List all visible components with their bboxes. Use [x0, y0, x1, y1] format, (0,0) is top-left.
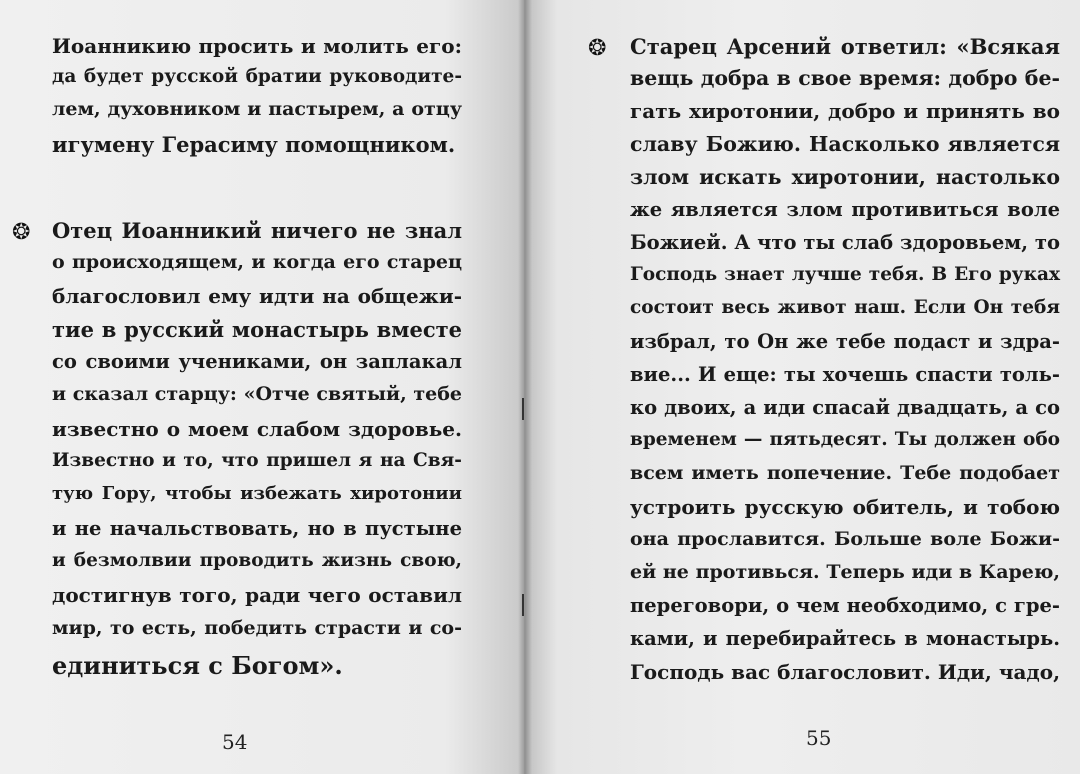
text-line: Иоанникию просить и молить его:	[52, 34, 462, 58]
page-number: 55	[806, 726, 832, 750]
left-page	[0, 0, 524, 774]
text-line: о происходящем, и когда его старец	[52, 251, 462, 273]
text-line: ей не противься. Теперь иди в Карею,	[630, 561, 1060, 583]
text-line: Старец Арсений ответил: «Всякая	[630, 34, 1060, 59]
text-line: вие... И еще: ты хочешь спасти толь-	[630, 363, 1060, 386]
text-line: лем, духовником и пастырем, а отцу	[52, 98, 462, 120]
text-line: всем иметь попечение. Тебе подобает	[630, 462, 1060, 484]
text-line: и сказал старцу: «Отче святый, тебе	[52, 383, 462, 405]
text-line: тую Гору, чтобы избежать хиротонии	[52, 483, 462, 504]
text-line: ками, и перебирайтесь в монастырь.	[630, 627, 1060, 650]
text-line: со своими учениками, он заплакал	[52, 350, 462, 373]
text-line: известно о моем слабом здоровье.	[52, 417, 462, 441]
text-line: она прославится. Больше воле Божи-	[630, 528, 1060, 550]
text-line: славу Божию. Насколько является	[630, 132, 1060, 156]
text-line: ко двоих, а иди спасай двадцать, а со	[630, 396, 1060, 419]
text-line: избрал, то Он же тебе подаст и здра-	[630, 330, 1060, 353]
book-gutter	[518, 0, 532, 774]
text-line: гать хиротонии, добро и принять во	[630, 99, 1060, 123]
text-line: Отец Иоанникий ничего не знал	[52, 218, 462, 243]
text-line: благословил ему идти на общежи-	[52, 284, 462, 308]
paragraph-bullet-icon: ❂	[588, 36, 607, 61]
text-line: игумену Герасиму помощником.	[52, 132, 456, 157]
text-line: да будет русской братии руководите-	[52, 66, 462, 87]
text-line: Господь вас благословит. Иди, чадо,	[630, 660, 1061, 684]
text-line: единиться с Богом».	[52, 651, 343, 680]
text-line: тие в русский монастырь вместе	[52, 317, 462, 342]
text-line: Господь знает лучше тебя. В Его руках	[630, 264, 1060, 285]
text-line: и безмолвии проводить жизнь свою,	[52, 550, 462, 571]
text-line: временем — пятьдесят. Ты должен обо	[630, 429, 1060, 450]
page-number: 54	[222, 730, 248, 754]
text-line: состоит весь живот наш. Если Он тебя	[630, 297, 1060, 318]
text-line: Божией. А что ты слаб здоровьем, то	[630, 231, 1060, 254]
binding-mark	[522, 398, 524, 420]
text-line: злом искать хиротонии, настолько	[630, 165, 1060, 189]
text-line: вещь добра в свое время: добро бе-	[630, 66, 1060, 90]
text-line: и не начальствовать, но в пустыне	[52, 517, 462, 540]
right-page	[524, 0, 1080, 774]
text-line: мир, то есть, победить страсти и со-	[52, 617, 462, 639]
binding-mark	[522, 594, 524, 616]
text-line: же является злом противиться воле	[630, 198, 1060, 221]
text-line: устроить русскую обитель, и тобою	[630, 495, 1060, 519]
paragraph-bullet-icon: ❂	[12, 220, 31, 245]
text-line: достигнув того, ради чего оставил	[52, 583, 462, 607]
text-line: Известно и то, что пришел я на Свя-	[52, 450, 462, 471]
text-line: переговори, о чем необходимо, с гре-	[630, 594, 1060, 617]
